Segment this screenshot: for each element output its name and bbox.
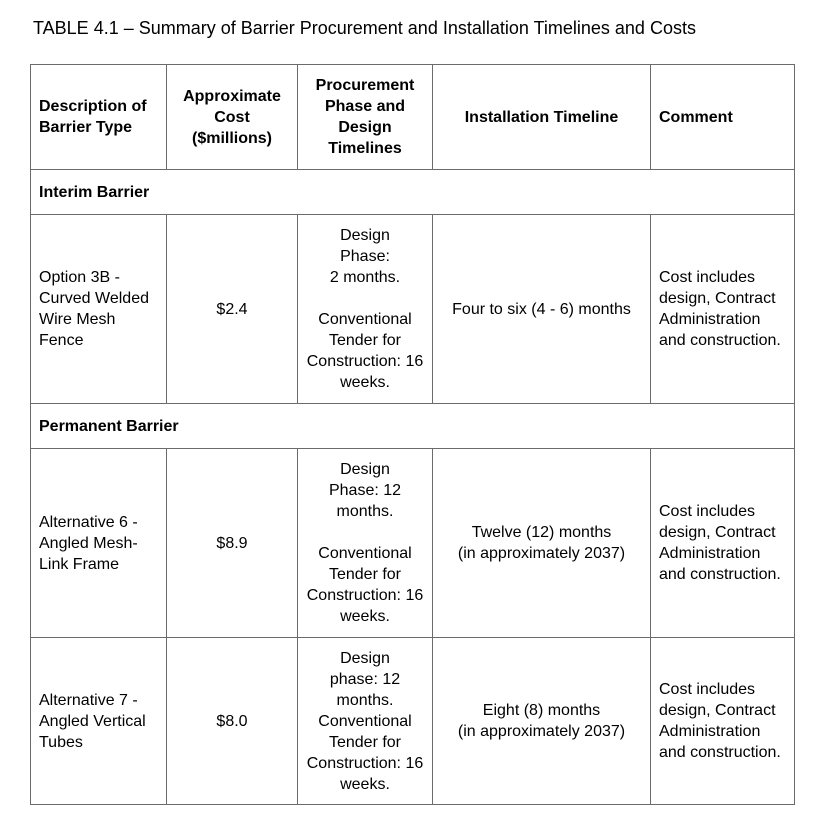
cell-cost: $8.9 — [167, 449, 298, 638]
cell-description: Alternative 6 - Angled Mesh-Link Frame — [31, 449, 167, 638]
header-installation: Installation Timeline — [433, 65, 651, 170]
table-row — [31, 638, 795, 805]
cell-description: Alternative 7 - Angled Vertical Tubes — [31, 638, 167, 805]
cell-comment: Cost includes design, Contract Administration and construction. — [651, 215, 795, 404]
cell-procurement: Design Phase: 12 months. Conventional Tender for Construction: 16 weeks. — [298, 449, 433, 638]
section-row-interim — [31, 170, 795, 215]
cell-procurement: Design phase: 12 months. Conventional Tender for Construction: 16 weeks. — [298, 638, 433, 805]
cell-installation: Twelve (12) months (in approximately 2037) — [433, 449, 651, 638]
cell-cost: $8.0 — [167, 638, 298, 805]
cell-procurement: Design Phase: 2 months. Conventional Tender for Construction: 16 weeks. — [298, 215, 433, 404]
section-label-permanent: Permanent Barrier — [31, 404, 795, 449]
cell-comment: Cost includes design, Contract Administration and construction. — [651, 449, 795, 638]
cell-installation: Eight (8) months (in approximately 2037) — [433, 638, 651, 805]
cell-comment: Cost includes design, Contract Administration and construction. — [651, 638, 795, 805]
cell-cost: $2.4 — [167, 215, 298, 404]
table-title: TABLE 4.1 – Summary of Barrier Procurement and Installation Timelines and Costs — [33, 18, 696, 38]
section-label-interim: Interim Barrier — [31, 170, 795, 215]
header-comment: Comment — [651, 65, 795, 170]
table-row — [31, 449, 795, 638]
cell-description: Option 3B - Curved Welded Wire Mesh Fence — [31, 215, 167, 404]
table-row — [31, 215, 795, 404]
header-description: Description of Barrier Type — [31, 65, 167, 170]
barrier-summary-table — [30, 64, 795, 805]
header-row — [31, 65, 795, 170]
header-cost: Approximate Cost ($millions) — [167, 65, 298, 170]
cell-installation: Four to six (4 - 6) months — [433, 215, 651, 404]
header-procurement: Procurement Phase and Design Timelines — [298, 65, 433, 170]
section-row-permanent — [31, 404, 795, 449]
